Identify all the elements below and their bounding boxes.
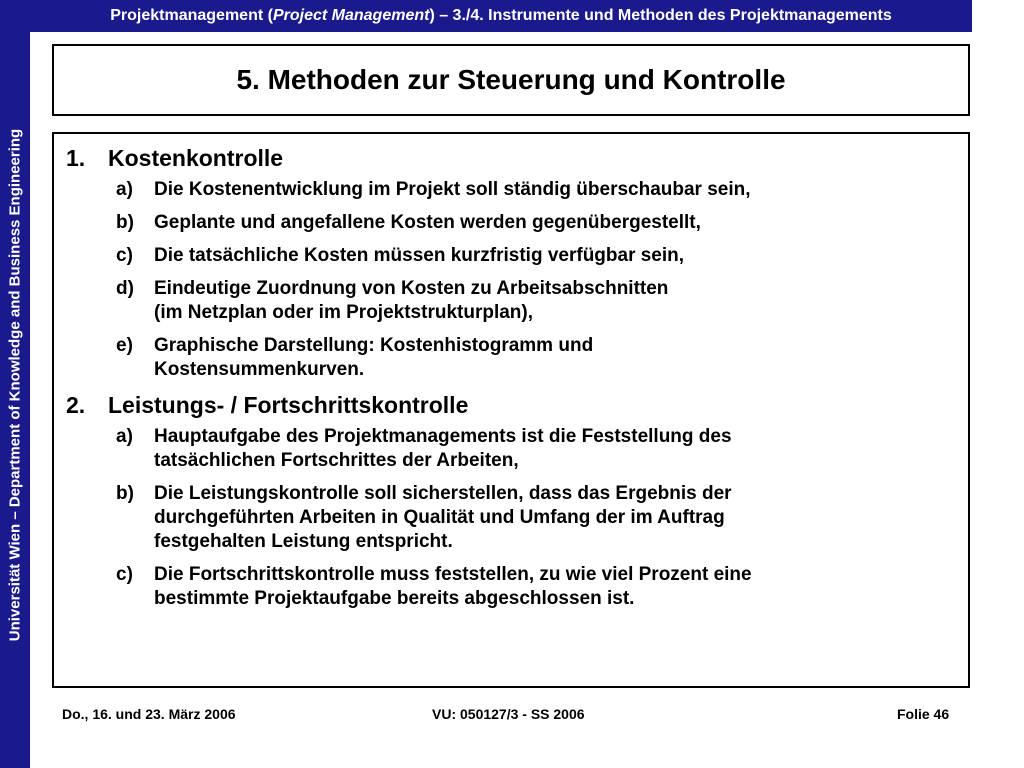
item-line: tatsächlichen Fortschrittes der Arbeiten,: [154, 450, 519, 471]
footer-slide: Folie 46: [897, 706, 950, 722]
item-line: festgehalten Leistung entspricht.: [154, 531, 453, 552]
side-band: [0, 0, 30, 768]
item-line: Geplante und angefallene Kosten werden gegenübergestellt,: [154, 212, 701, 233]
header-italic: Project Management: [272, 7, 430, 24]
list-item: [54, 563, 958, 611]
item-line: bestimmte Projektaufgabe bereits abgeschlossen ist.: [154, 588, 635, 609]
item-line: Eindeutige Zuordnung von Kosten zu Arbeitsabschnitten: [154, 278, 669, 299]
item-line: Graphische Darstellung: Kostenhistogramm und: [154, 335, 594, 356]
item-line: Die tatsächliche Kosten müssen kurzfristig verfügbar sein,: [154, 245, 685, 266]
list-item: [54, 178, 958, 202]
item-text: [154, 425, 958, 473]
item-line: (im Netzplan oder im Projektstrukturplan),: [154, 302, 533, 323]
section-heading: [54, 144, 958, 172]
item-text: [154, 482, 958, 554]
header-bar: [30, 0, 972, 32]
item-text: [154, 244, 958, 268]
item-line: durchgeführten Arbeiten in Qualität und Umfang der im Auftrag: [154, 507, 725, 528]
item-label: e): [116, 335, 133, 356]
section-number: 2.: [66, 392, 86, 418]
list-item: [54, 277, 958, 325]
list-item: [54, 244, 958, 268]
header-suffix: ) – 3./4. Instrumente und Methoden des Projektmanagements: [429, 7, 892, 24]
list-item: [54, 334, 958, 382]
item-text: [154, 277, 958, 325]
item-label: c): [116, 564, 133, 585]
item-label: b): [116, 212, 134, 233]
item-text: [154, 334, 958, 382]
section-heading: [54, 391, 958, 419]
title-box: [52, 44, 970, 116]
item-label: a): [116, 179, 133, 200]
section-title: Kostenkontrolle: [108, 145, 284, 171]
list-item: [54, 211, 958, 235]
item-label: b): [116, 483, 134, 504]
item-line: Die Leistungskontrolle soll sicherstellen, dass das Ergebnis der: [154, 483, 732, 504]
item-line: Die Fortschrittskontrolle muss feststellen, zu wie viel Prozent eine: [154, 564, 752, 585]
item-line: Hauptaufgabe des Projektmanagements ist die Feststellung des: [154, 426, 732, 447]
header-prefix: Projektmanagement (: [110, 7, 273, 24]
item-text: [154, 563, 958, 611]
list-item: [54, 425, 958, 473]
list-item: [54, 482, 958, 554]
item-label: c): [116, 245, 133, 266]
item-label: d): [116, 278, 134, 299]
item-text: [154, 211, 958, 235]
item-label: a): [116, 426, 133, 447]
item-line: Die Kostenentwicklung im Projekt soll ständig überschaubar sein,: [154, 179, 751, 200]
content-box: [52, 132, 970, 688]
item-line: Kostensummenkurven.: [154, 359, 365, 380]
item-text: [154, 178, 958, 202]
footer-course: VU: 050127/3 - SS 2006: [432, 706, 585, 722]
page-title: 5. Methoden zur Steuerung und Kontrolle: [236, 64, 786, 95]
section-title: Leistungs- / Fortschrittskontrolle: [108, 392, 469, 418]
sidebar-text: Universität Wien – Department of Knowledge and Business Engineering: [6, 128, 24, 642]
footer-date: Do., 16. und 23. März 2006: [62, 706, 236, 722]
section-number: 1.: [66, 145, 86, 171]
